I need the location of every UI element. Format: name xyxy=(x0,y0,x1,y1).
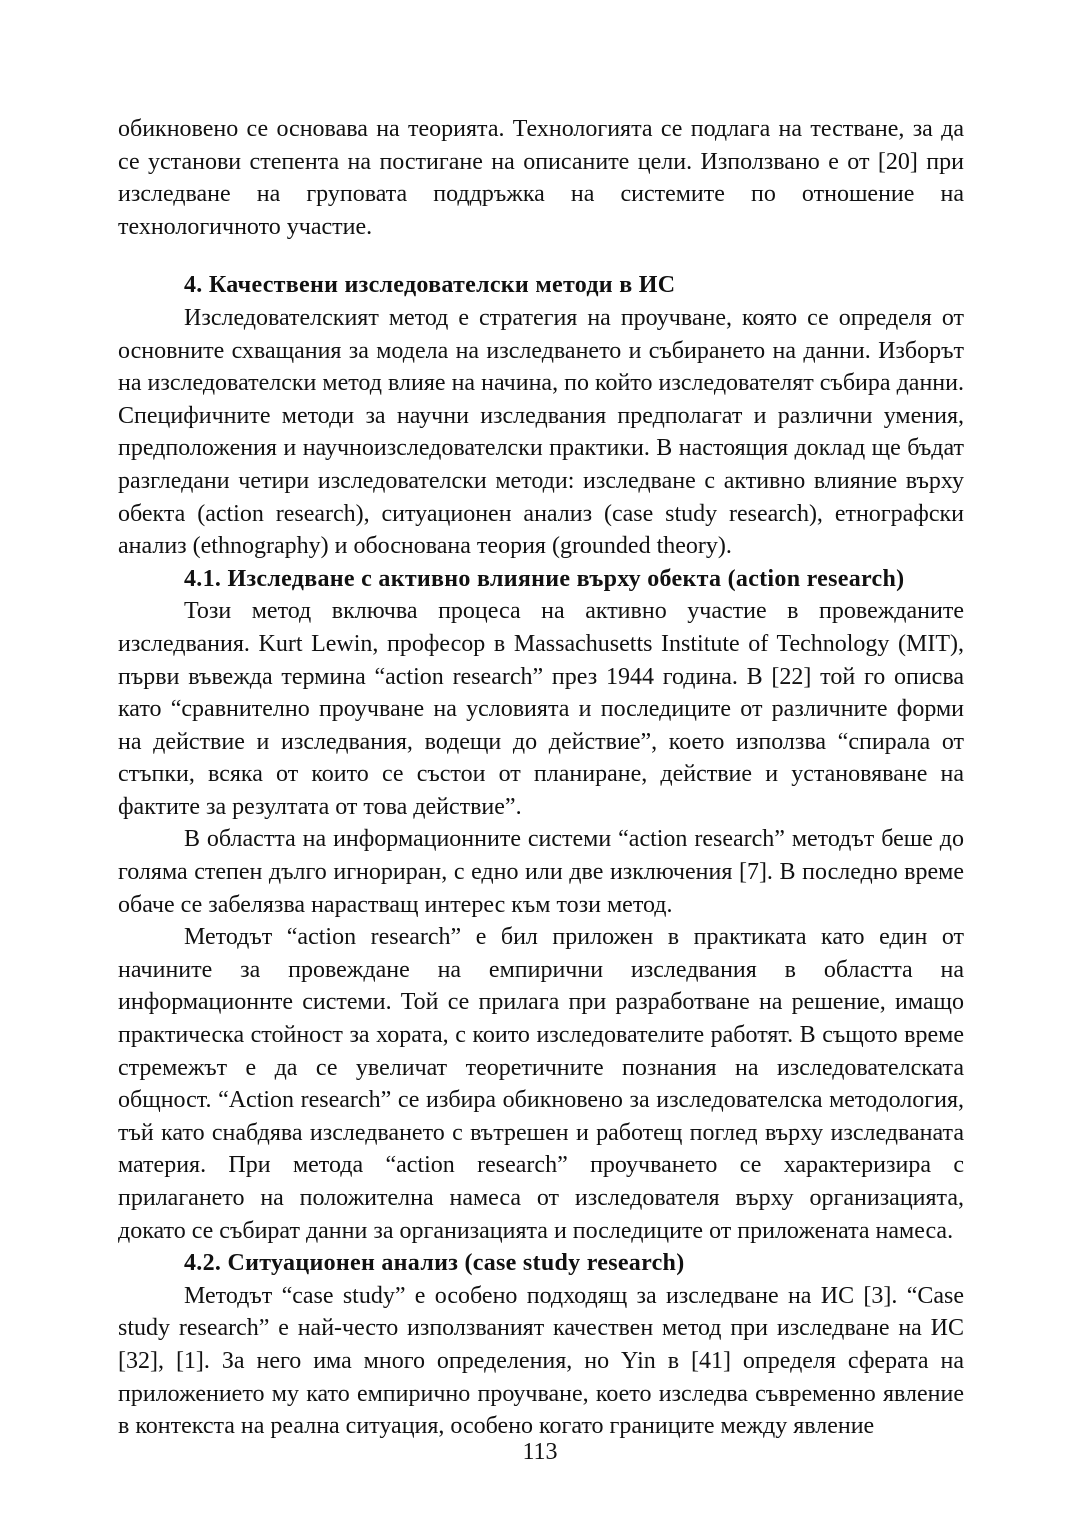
section-4-1-heading: 4.1. Изследване с активно влияние върху обекта (action research) xyxy=(184,565,905,592)
section-4-heading: 4. Качествени изследователски методи в ИС xyxy=(184,272,676,299)
section-4-1-paragraph-2: В областта на информационните системи “action research” методът беше до голяма степен дълго игнориран, с едно или две изключения [7]. В последно време обаче се забелязва нарастващ интерес към този метод. xyxy=(118,826,964,918)
section-4-2-heading: 4.2. Ситуационен анализ (case study research) xyxy=(184,1250,685,1277)
body-text xyxy=(118,113,964,1443)
intro-paragraph: обикновено се основава на теорията. Технологията се подлага на тестване, за да се установи степента на постигане на описаните цели. Използвано е от [20] при изследване на груповата поддръжка на системите по отношение на технологичното участие. xyxy=(118,116,964,240)
section-4-paragraph: Изследователският метод е стратегия на проучване, която се определя от основните схващания за модела на изследването и събирането на данни. Изборът на изследователски метод влияе на начина, по който изследователят събира данни. Специфичните методи за научни изследвания предполагат и различни умения, предположения и научноизследователски практики. В настоящия доклад ще бъдат разгледани четири изследователски методи: изследване с активно влияние върху обекта (action research), ситуационен анализ (case study research), етнографски анализ (ethnography) и обоснована теория (grounded theory). xyxy=(118,304,964,560)
section-4-1-paragraph-1: Този метод включва процеса на активно участие в провежданите изследвания. Kurt Lewin, професор в Massachusetts Institute of Technology (MIT), първи въвежда термина “action research” през 1944 година. В [22] той го описва като “сравнително проучване на условията и последиците от различните форми на действие и изследвания, водещи до действие”, което използва “спирала от стъпки, всяка от които се състои от планиране, действие и установяване на фактите за резултата от това действие”. xyxy=(118,598,964,820)
section-4-2-paragraph: Методът “case study” е особено подходящ за изследване на ИС [3]. “Case study research” е най-често използваният качествен метод при изследване на ИС [32], [1]. За него има много определения, но Yin в [41] определя сферата на приложението му като емпирично проучване, което изследва съвременно явление в контекста на реална ситуация, особено когато границите между явление xyxy=(118,1282,964,1440)
section-4-1-paragraph-3: Методът “action research” е бил приложен в практиката като един от начините за провеждане на емпирични изследвания в областта на информационнте системи. Той се прилага при разработване на решение, имащо практическа стойност за хората, с които изследователите работят. В същото време стремежът е да се увеличат теоретичните познания на изследователската общност. “Action research” се избира обикновено за изследователска методология, тъй като снабдява изследването с вътрешен и работещ поглед върху изследваната материя. При метода “action research” проучването се характеризира с прилагането на положителна намеса от изследователя върху организацията, докато се събират данни за организацията и последиците от приложената намеса. xyxy=(118,924,964,1244)
page-number: 113 xyxy=(522,1439,558,1465)
